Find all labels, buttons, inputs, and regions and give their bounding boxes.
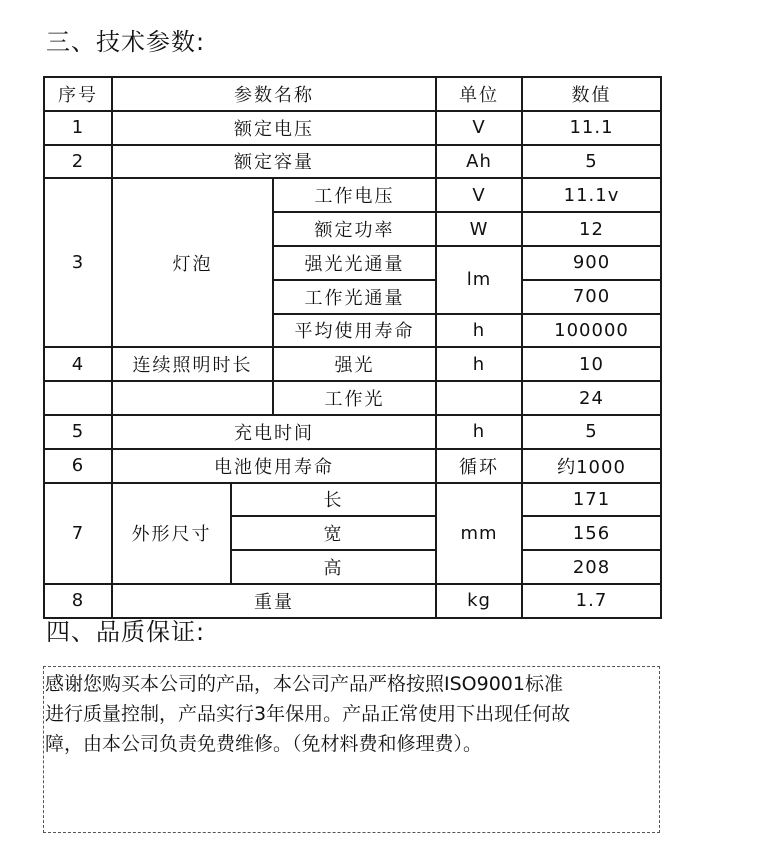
param-unit: Ah	[436, 145, 522, 179]
sub-param-name: 工作光通量	[273, 280, 436, 314]
row-index: 8	[44, 584, 112, 618]
param-unit: h	[436, 347, 522, 381]
param-unit: V	[436, 178, 522, 212]
param-value: 900	[522, 246, 661, 280]
param-value: 208	[522, 550, 661, 584]
header-value: 数值	[522, 77, 661, 111]
param-name: 充电时间	[112, 415, 436, 449]
sub-param-name: 强光光通量	[273, 246, 436, 280]
param-value: 1.7	[522, 584, 661, 618]
sub-param-name: 宽	[231, 516, 436, 550]
table-row	[44, 178, 661, 212]
param-value: 171	[522, 483, 661, 517]
param-value: 约1000	[522, 449, 661, 483]
warranty-line: 障，由本公司负责免费维修。（免材料费和修理费）。	[45, 733, 483, 755]
param-value: 10	[522, 347, 661, 381]
table-header-row	[44, 77, 661, 111]
param-value: 100000	[522, 314, 661, 348]
warranty-text-box	[43, 666, 660, 833]
header-param-name: 参数名称	[112, 77, 436, 111]
param-value: 11.1	[522, 111, 661, 145]
sub-param-name: 强光	[273, 347, 436, 381]
row-index: 6	[44, 449, 112, 483]
param-group: 外形尺寸	[112, 483, 231, 584]
sub-param-name: 工作光	[273, 381, 436, 415]
row-index: 1	[44, 111, 112, 145]
row-index: 7	[44, 483, 112, 584]
param-group-empty	[112, 381, 273, 415]
row-index: 3	[44, 178, 112, 347]
section-title-quality-guarantee: 四、品质保证:	[46, 618, 206, 646]
param-unit: mm	[436, 483, 522, 584]
param-value: 700	[522, 280, 661, 314]
sub-param-name: 高	[231, 550, 436, 584]
param-group: 灯泡	[112, 178, 273, 347]
row-index: 4	[44, 347, 112, 381]
param-unit: 循环	[436, 449, 522, 483]
param-unit: lm	[436, 246, 522, 314]
row-index: 5	[44, 415, 112, 449]
table-row	[44, 145, 661, 179]
table-row	[44, 111, 661, 145]
section-title-tech-params: 三、技术参数:	[46, 28, 206, 56]
param-value: 24	[522, 381, 661, 415]
table-row	[44, 347, 661, 381]
param-name: 额定容量	[112, 145, 436, 179]
table-row	[44, 381, 661, 415]
sub-param-name: 长	[231, 483, 436, 517]
table-row	[44, 449, 661, 483]
param-unit: W	[436, 212, 522, 246]
param-value: 12	[522, 212, 661, 246]
param-group: 连续照明时长	[112, 347, 273, 381]
sub-param-name: 额定功率	[273, 212, 436, 246]
row-index: 2	[44, 145, 112, 179]
warranty-line: 进行质量控制，产品实行3年保用。产品正常使用下出现任何故	[45, 703, 571, 725]
sub-param-name: 工作电压	[273, 178, 436, 212]
table-row	[44, 483, 661, 517]
param-unit: h	[436, 314, 522, 348]
param-unit: V	[436, 111, 522, 145]
warranty-line: 感谢您购买本公司的产品，本公司产品严格按照ISO9001标准	[45, 673, 563, 695]
param-name: 重量	[112, 584, 436, 618]
tech-params-table	[43, 76, 662, 619]
param-unit: h	[436, 415, 522, 449]
param-name: 电池使用寿命	[112, 449, 436, 483]
header-index: 序号	[44, 77, 112, 111]
table-row	[44, 415, 661, 449]
param-value: 5	[522, 145, 661, 179]
param-value: 156	[522, 516, 661, 550]
param-unit: kg	[436, 584, 522, 618]
row-index-empty	[44, 381, 112, 415]
param-value: 5	[522, 415, 661, 449]
header-unit: 单位	[436, 77, 522, 111]
param-name: 额定电压	[112, 111, 436, 145]
sub-param-name: 平均使用寿命	[273, 314, 436, 348]
param-unit	[436, 381, 522, 415]
param-value: 11.1v	[522, 178, 661, 212]
